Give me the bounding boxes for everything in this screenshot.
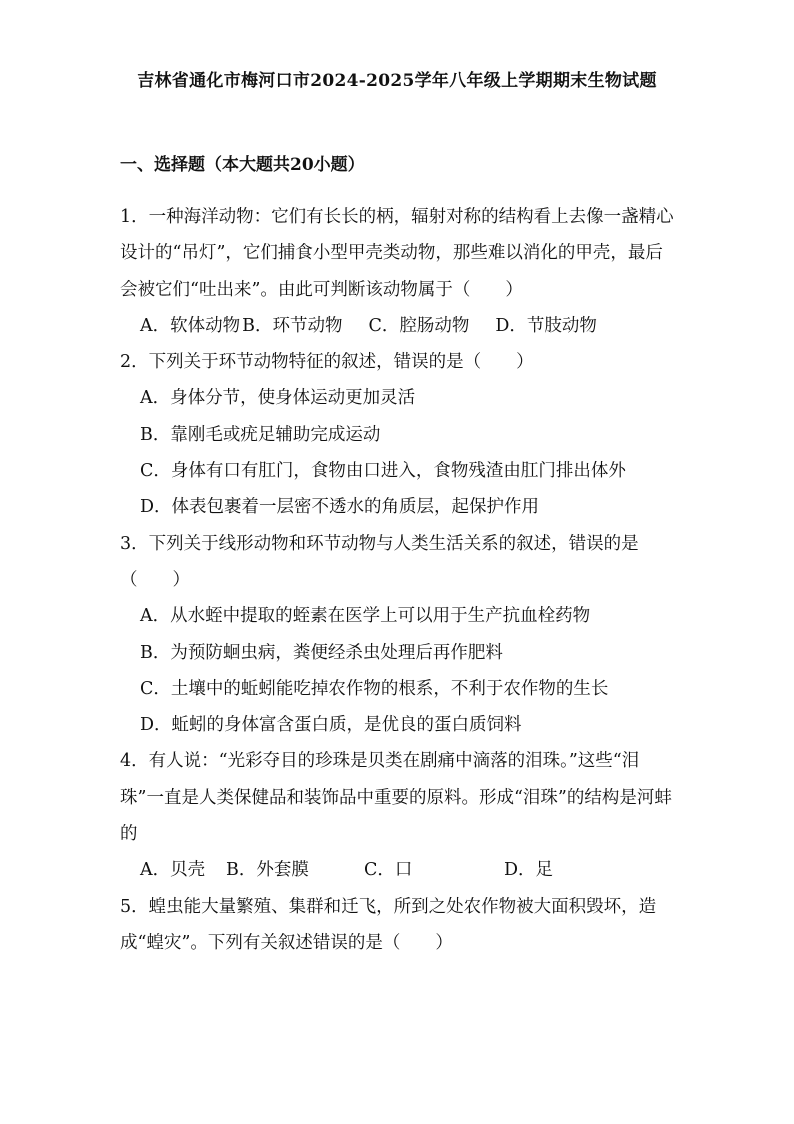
question-1-options <box>120 308 680 344</box>
question-1-stem: 1．一种海洋动物：它们有长长的柄，辐射对称的结构看上去像一盏精心设计的“吊灯”，它们捕食小型甲壳类动物，那些难以消化的甲壳，最后会被它们“吐出来”。由此可判断该动物属于（ ） <box>120 207 674 300</box>
question-1-option-c: C．腔肠动物 <box>368 315 470 336</box>
question-1-option-d: D．节肢动物 <box>495 315 597 336</box>
question-3-stem: 3．下列关于线形动物和环节动物与人类生活关系的叙述，错误的是（ ） <box>120 533 639 590</box>
question-4-option-a: A．贝壳 <box>140 860 206 881</box>
question-2-option-b: B．靠刚毛或疣足辅助完成运动 <box>140 424 381 445</box>
question-2-option-a: A．身体分节，使身体运动更加灵活 <box>140 388 416 409</box>
question-4-options <box>120 852 680 888</box>
page-title: 吉林省通化市梅河口市2024-2025学年八年级上学期期末生物试题 <box>137 71 657 91</box>
question-5-stem: 5．蝗虫能大量繁殖、集群和迁飞，所到之处农作物被大面积毁坏，造成“蝗灾”。下列有关叙述错误的是（ ） <box>120 896 657 953</box>
question-4-option-d: D．足 <box>504 860 554 881</box>
question-3-option-a: A．从水蛭中提取的蛭素在医学上可以用于生产抗血栓药物 <box>140 606 591 627</box>
question-1-option-a: A．软体动物 <box>140 315 241 336</box>
question-1-option-b: B．环节动物 <box>242 315 343 336</box>
section-heading: 一、选择题（本大题共20小题） <box>120 155 365 175</box>
question-3-option-b: B．为预防蛔虫病，粪便经杀虫处理后再作肥料 <box>140 642 503 663</box>
question-2-option-c: C．身体有口有肛门，食物由口进入，食物残渣由肛门排出体外 <box>140 461 626 482</box>
question-4-option-c: C．口 <box>364 860 413 881</box>
question-list <box>120 199 680 961</box>
question-2-option-d: D．体表包裹着一层密不透水的角质层，起保护作用 <box>140 497 540 518</box>
question-4-stem: 4．有人说：“光彩夺目的珍珠是贝类在剧痛中滴落的泪珠。”这些“泪珠”一直是人类保健品和装饰品中重要的原料。形成“泪珠”的结构是河蚌的 <box>120 751 672 845</box>
question-3-option-c: C．土壤中的蚯蚓能吃掉农作物的根系，不利于农作物的生长 <box>140 678 609 699</box>
question-2-stem: 2．下列关于环节动物特征的叙述，错误的是（ ） <box>120 352 534 373</box>
question-3-option-d: D．蚯蚓的身体富含蛋白质，是优良的蛋白质饲料 <box>140 715 522 736</box>
question-4-option-b: B．外套膜 <box>226 860 309 881</box>
